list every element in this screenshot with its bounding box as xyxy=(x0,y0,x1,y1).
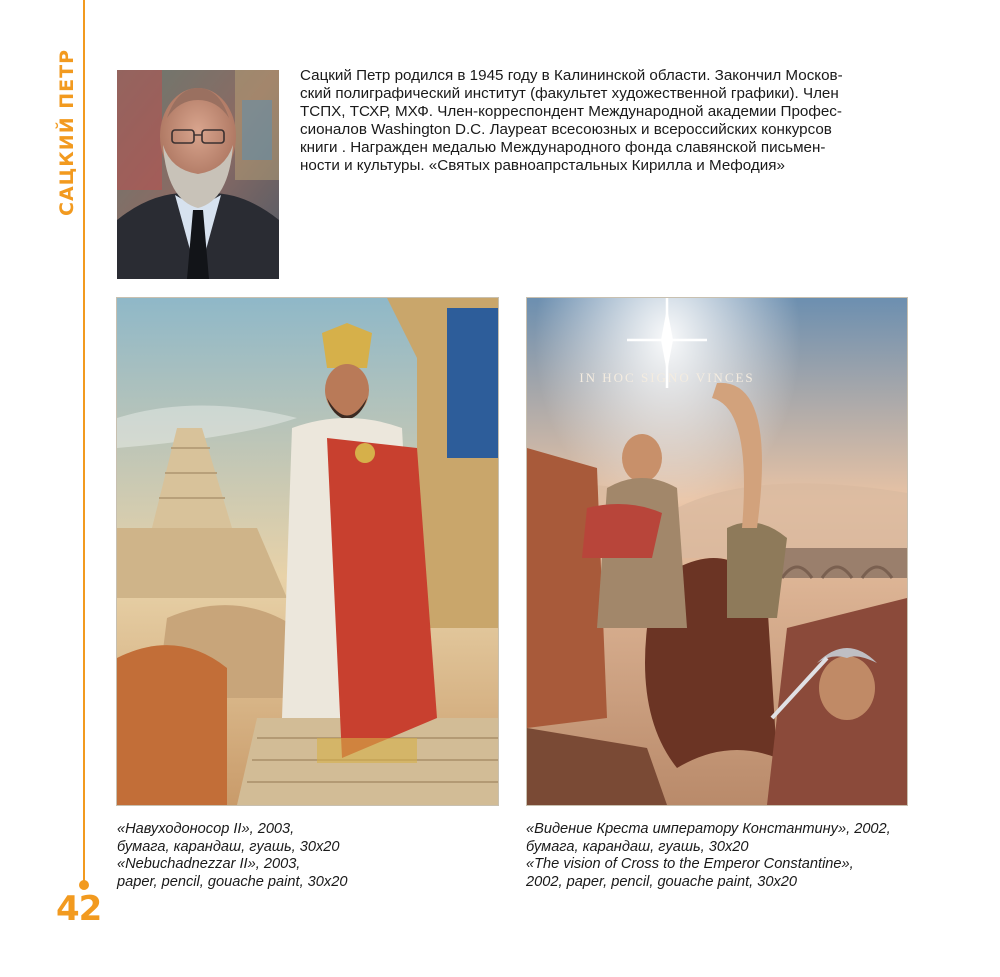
bio-line: книги . Награжден медалью Международного фонда славянской письмен- xyxy=(300,139,826,156)
painting-nebuchadnezzar xyxy=(116,297,499,806)
bio-line: Сацкий Петр родился в 1945 году в Калининской области. Закончил Москов- xyxy=(300,67,843,84)
caption-line: «Nebuchadnezzar II», 2003, xyxy=(117,856,301,872)
artwork-caption xyxy=(526,821,891,891)
caption-line: «Навуходоносор II», 2003, xyxy=(117,821,295,837)
section-title: САЦКИЙ ПЕТР xyxy=(56,49,78,216)
caption-line: бумага, карандаш, гуашь, 30х20 xyxy=(117,838,340,855)
bio-line: сионалов Washington D.C. Лауреат всесоюзных и всероссийских конкурсов xyxy=(300,121,832,138)
caption-line: paper, pencil, gouache paint, 30x20 xyxy=(117,873,348,890)
bio-line: ский полиграфический институт (факультет художественной графики). Член xyxy=(300,85,839,102)
page-number: 42 xyxy=(56,889,102,929)
accent-rule xyxy=(83,0,85,884)
artist-biography xyxy=(300,67,912,175)
artwork-caption xyxy=(117,821,347,891)
bio-line: ности и культуры. «Святых равноапрстальных Кирилла и Мефодия» xyxy=(300,157,785,174)
caption-line: бумага, карандаш, гуашь, 30х20 xyxy=(526,838,749,855)
caption-line: «Видение Креста императору Константину», 2002, xyxy=(526,821,891,837)
painting-inscription: IN HOC SIGNO VINCES xyxy=(579,370,755,385)
caption-line: 2002, paper, pencil, gouache paint, 30x20 xyxy=(526,873,798,890)
artist-portrait xyxy=(117,70,279,279)
caption-line: «The vision of Cross to the Emperor Constantine», xyxy=(526,856,854,872)
bio-line: ТСПХ, ТСХР, МХФ. Член-корреспондент Международной академии Профес- xyxy=(300,103,842,120)
painting-constantine xyxy=(526,297,908,806)
